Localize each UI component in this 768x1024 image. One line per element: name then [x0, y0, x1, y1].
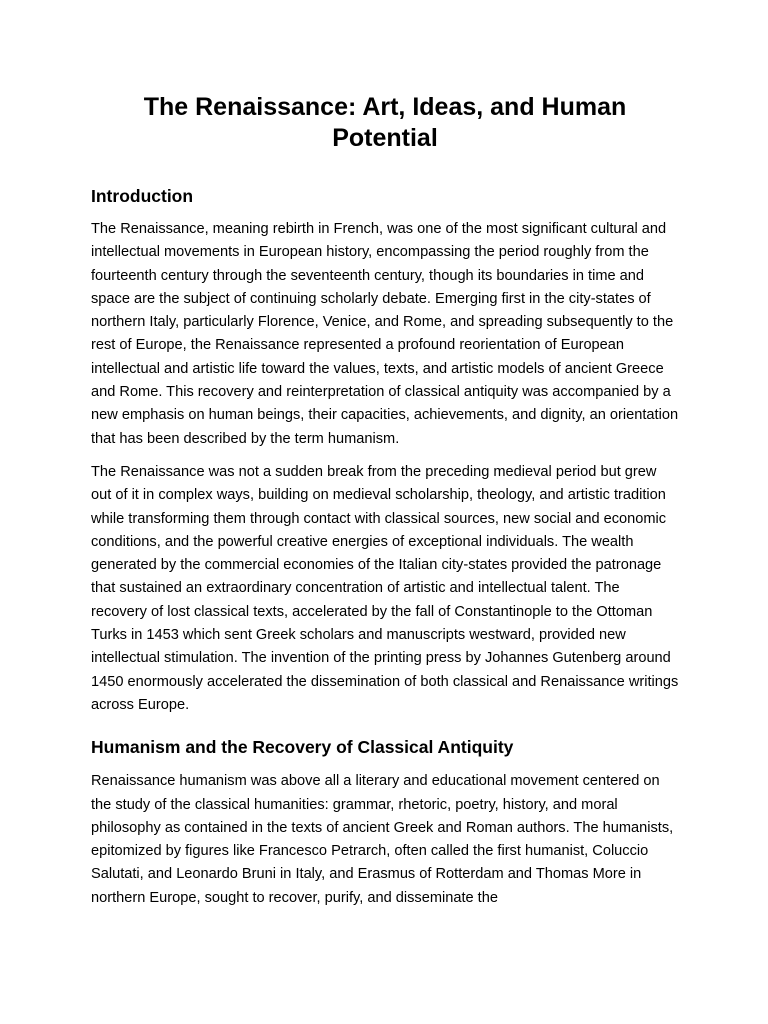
paragraph: The Renaissance, meaning rebirth in French, was one of the most significant cultural and intellectual movements in European history, encompassing the period roughly from the fourteenth century through the seventeenth century, though its boundaries in time and space are the subject of continuing scholarly debate. Emerging first in the city-states of northern Italy, particularly Florence, Venice, and Rome, and spreading subsequently to the rest of Europe, the Renaissance represented a profound reorientation of European intellectual and artistic life toward the values, texts, and artistic models of ancient Greece and Rome. This recovery and reinterpretation of classical antiquity was accompanied by a new emphasis on human beings, their capacities, achievements, and dignity, an orientation that has been described by the term humanism.	[91, 221, 679, 447]
section-heading-humanism: Humanism and the Recovery of Classical Antiquity	[91, 737, 514, 758]
section-heading-introduction: Introduction	[91, 186, 194, 206]
document-title: The Renaissance: Art, Ideas, and Human Potential	[143, 93, 627, 152]
paragraph: The Renaissance was not a sudden break from the preceding medieval period but grew out of it in complex ways, building on medieval scholarship, theology, and artistic tradition while transforming them through contact with classical sources, new social and economic conditions, and the powerful creative energies of exceptional individuals. The wealth generated by the commercial economies of the Italian city-states provided the patronage that sustained an extraordinary concentration of artistic and intellectual talent. The recovery of lost classical texts, accelerated by the fall of Constantinople to the Ottoman Turks in 1453 which sent Greek scholars and manuscripts westward, provided new intellectual stimulation. The invention of the printing press by Johannes Gutenberg around 1450 enormously accelerated the dissemination of both classical and Renaissance writings across Europe.	[91, 463, 679, 713]
paragraph: Renaissance humanism was above all a literary and educational movement centered on the study of the classical humanities: grammar, rhetoric, poetry, history, and moral philosophy as contained in the texts of ancient Greek and Roman authors. The humanists, epitomized by figures like Francesco Petrarch, often called the first humanist, Coluccio Salutati, and Leonardo Bruni in Italy, and Erasmus of Rotterdam and Thomas More in northern Europe, sought to recover, purify, and disseminate the	[91, 773, 674, 906]
